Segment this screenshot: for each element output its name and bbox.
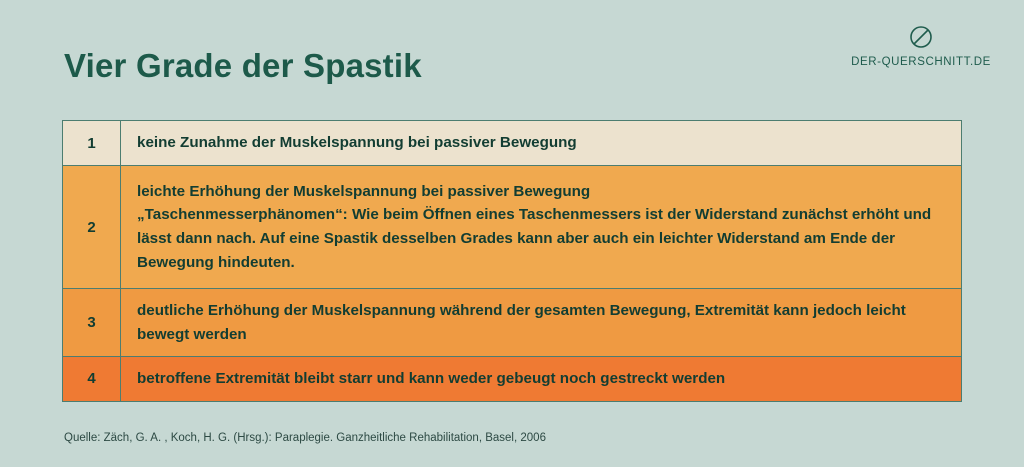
grade-description-line: betroffene Extremität bleibt starr und kann weder gebeugt noch gestreckt werden <box>137 370 726 388</box>
grade-description <box>121 289 961 356</box>
grade-description <box>121 166 961 288</box>
grade-description-line: „Taschenmesserphänomen“: Wie beim Öffnen eines Taschenmessers ist der Widerstand zunächst erhöht und lässt dann nach. Auf eine Spastik desselben Grades kann aber auch ein leichter Widerstand am Ende der Bewegung hindeuten. <box>137 206 932 271</box>
table-row <box>63 166 961 289</box>
page-title: Vier Grade der Spastik <box>64 47 422 84</box>
grade-number: 4 <box>63 357 121 401</box>
spasticity-grades-table <box>62 120 962 402</box>
no-entry-slash-icon <box>908 24 934 50</box>
grade-description-line: keine Zunahme der Muskelspannung bei passiver Bewegung <box>137 134 577 152</box>
grade-description <box>121 121 961 165</box>
grade-number: 1 <box>63 121 121 165</box>
source-citation: Quelle: Zäch, G. A. , Koch, H. G. (Hrsg.): Paraplegie. Ganzheitliche Rehabilitation, Basel, 2006 <box>64 432 546 444</box>
grade-description-line: deutliche Erhöhung der Muskelspannung während der gesamten Bewegung, Extremität kann jedoch leicht bewegt werden <box>137 302 906 343</box>
brand-name: DER-QUERSCHNITT.DE <box>851 56 991 68</box>
grade-description-line: leichte Erhöhung der Muskelspannung bei passiver Bewegung <box>137 182 591 200</box>
grade-number: 3 <box>63 289 121 356</box>
grade-number: 2 <box>63 166 121 288</box>
brand-logo <box>846 24 996 68</box>
grade-description <box>121 357 961 401</box>
table-row <box>63 357 961 401</box>
table-row <box>63 289 961 357</box>
table-row <box>63 121 961 166</box>
